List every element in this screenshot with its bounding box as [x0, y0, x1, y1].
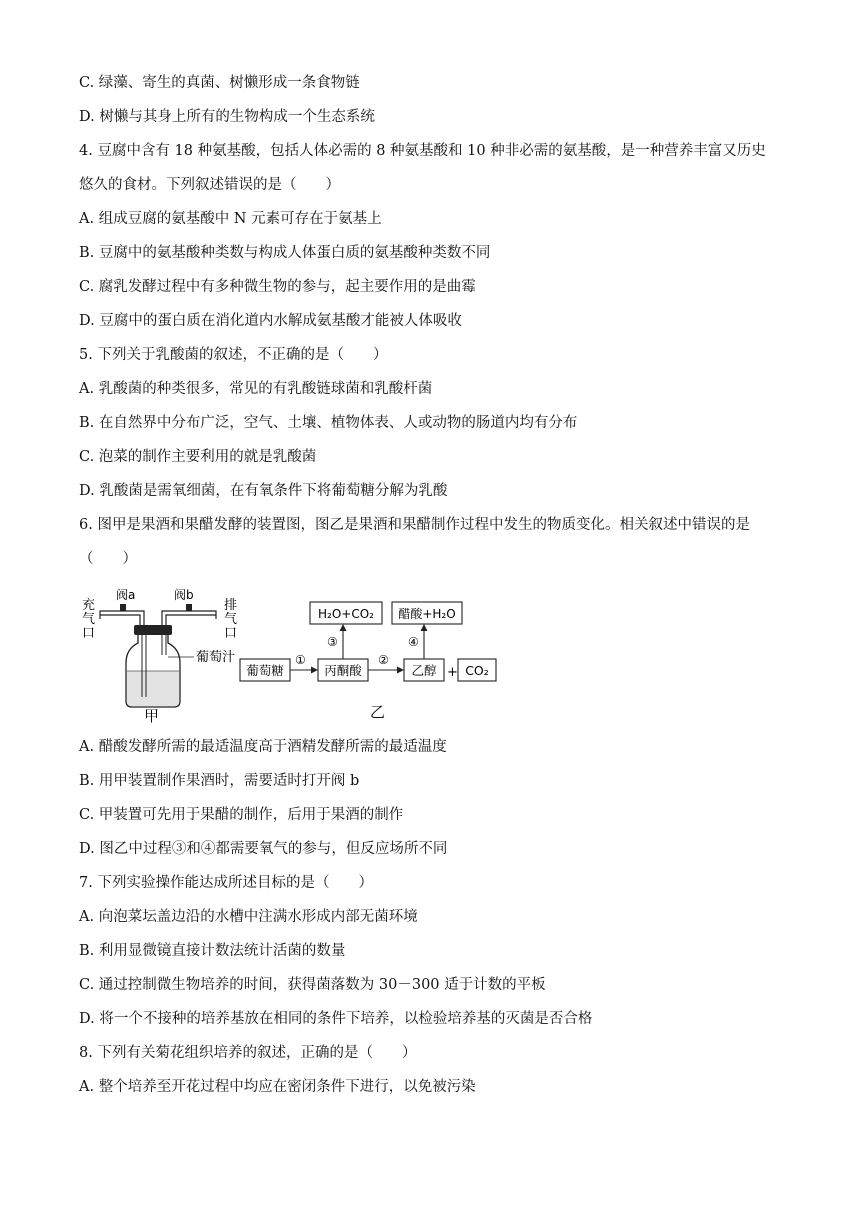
h2o-co2-label: H₂O+CO₂ [318, 607, 374, 621]
q4-stem-line1: 4. 豆腐中含有 18 种氨基酸，包括人体必需的 8 种氨基酸和 10 种非必需的氨基酸，是一种营养丰富又历史 [79, 143, 766, 159]
q6-stem-line2: （ ） [79, 551, 137, 567]
outlet-label-2: 气 [224, 612, 238, 627]
acetic-water-label: 醋酸+H₂O [398, 607, 456, 621]
step-4-label: ④ [408, 635, 419, 649]
apparatus-jia [82, 587, 237, 725]
q5-option-d: D. 乳酸菌是需氧细菌，在有氧条件下将葡萄糖分解为乳酸 [79, 483, 448, 499]
step-3-label: ③ [327, 635, 338, 649]
co2-label: CO₂ [465, 663, 489, 678]
q6-option-d: D. 图乙中过程③和④都需要氧气的参与，但反应场所不同 [79, 841, 448, 857]
step-2-label: ② [378, 653, 389, 667]
q6-option-b: B. 用甲装置制作果酒时，需要适时打开阀 b [79, 773, 360, 789]
pyruvate-label: 丙酮酸 [324, 663, 362, 678]
q7-option-c: C. 通过控制微生物培养的时间，获得菌落数为 30－300 适于计数的平板 [79, 977, 546, 993]
q5-stem: 5. 下列关于乳酸菌的叙述，不正确的是（ ） [79, 347, 388, 363]
q7-option-a: A. 向泡菜坛盖边沿的水槽中注满水形成内部无菌环境 [79, 909, 418, 925]
grape-juice [127, 671, 179, 706]
q4-option-b: B. 豆腐中的氨基酸种类数与构成人体蛋白质的氨基酸种类数不同 [79, 245, 491, 261]
q7-stem: 7. 下列实验操作能达成所述目标的是（ ） [79, 875, 373, 891]
valve-b-label: 阀b [174, 588, 194, 602]
caption-jia: 甲 [144, 707, 160, 725]
inlet-label-2: 气 [82, 612, 96, 627]
q3-option-c: C. 绿藻、寄生的真菌、树懒形成一条食物链 [79, 75, 360, 91]
fermentation-figure [78, 585, 508, 725]
q8-option-a: A. 整个培养至开花过程中均应在密闭条件下进行，以免被污染 [79, 1079, 476, 1095]
plus-sign: + [447, 665, 458, 680]
q6-option-c: C. 甲装置可先用于果醋的制作，后用于果酒的制作 [79, 807, 404, 823]
stopper [134, 625, 172, 635]
grape-juice-label: 葡萄汁 [196, 650, 236, 665]
q4-option-d: D. 豆腐中的蛋白质在消化道内水解成氨基酸才能被人体吸收 [79, 313, 462, 329]
q7-option-b: B. 利用显微镜直接计数法统计活菌的数量 [79, 943, 346, 959]
glucose-label: 葡萄糖 [246, 663, 284, 678]
step-1-label: ① [295, 653, 306, 667]
inlet-label-1: 充 [82, 598, 96, 613]
inlet-label-3: 口 [82, 626, 96, 641]
q5-option-c: C. 泡菜的制作主要利用的就是乳酸菌 [79, 449, 317, 465]
outlet-label-1: 排 [224, 598, 238, 613]
q4-option-c: C. 腐乳发酵过程中有多种微生物的参与，起主要作用的是曲霉 [79, 279, 476, 295]
q4-option-a: A. 组成豆腐的氨基酸中 N 元素可存在于氨基上 [79, 211, 382, 227]
valve-a [120, 604, 126, 611]
pathway-yi [240, 602, 496, 721]
q6-stem-line1: 6. 图甲是果酒和果醋发酵的装置图，图乙是果酒和果醋制作过程中发生的物质变化。相关叙述中错误的是 [79, 517, 750, 533]
q4-stem-line2: 悠久的食材。下列叙述错误的是（ ） [79, 177, 340, 193]
q6-option-a: A. 醋酸发酵所需的最适温度高于酒精发酵所需的最适温度 [79, 739, 447, 755]
q7-option-d: D. 将一个不接种的培养基放在相同的条件下培养，以检验培养基的灭菌是否合格 [79, 1011, 593, 1027]
q5-option-b: B. 在自然界中分布广泛，空气、土壤、植物体表、人或动物的肠道内均有分布 [79, 415, 578, 431]
valve-b [186, 604, 192, 611]
caption-yi: 乙 [370, 703, 386, 721]
outlet-label-3: 口 [224, 626, 238, 641]
q5-option-a: A. 乳酸菌的种类很多，常见的有乳酸链球菌和乳酸杆菌 [79, 381, 433, 397]
valve-a-label: 阀a [116, 588, 136, 602]
q3-option-d: D. 树懒与其身上所有的生物构成一个生态系统 [79, 109, 375, 125]
q8-stem: 8. 下列有关菊花组织培养的叙述，正确的是（ ） [79, 1045, 417, 1061]
ethanol-label: 乙醇 [411, 663, 437, 678]
